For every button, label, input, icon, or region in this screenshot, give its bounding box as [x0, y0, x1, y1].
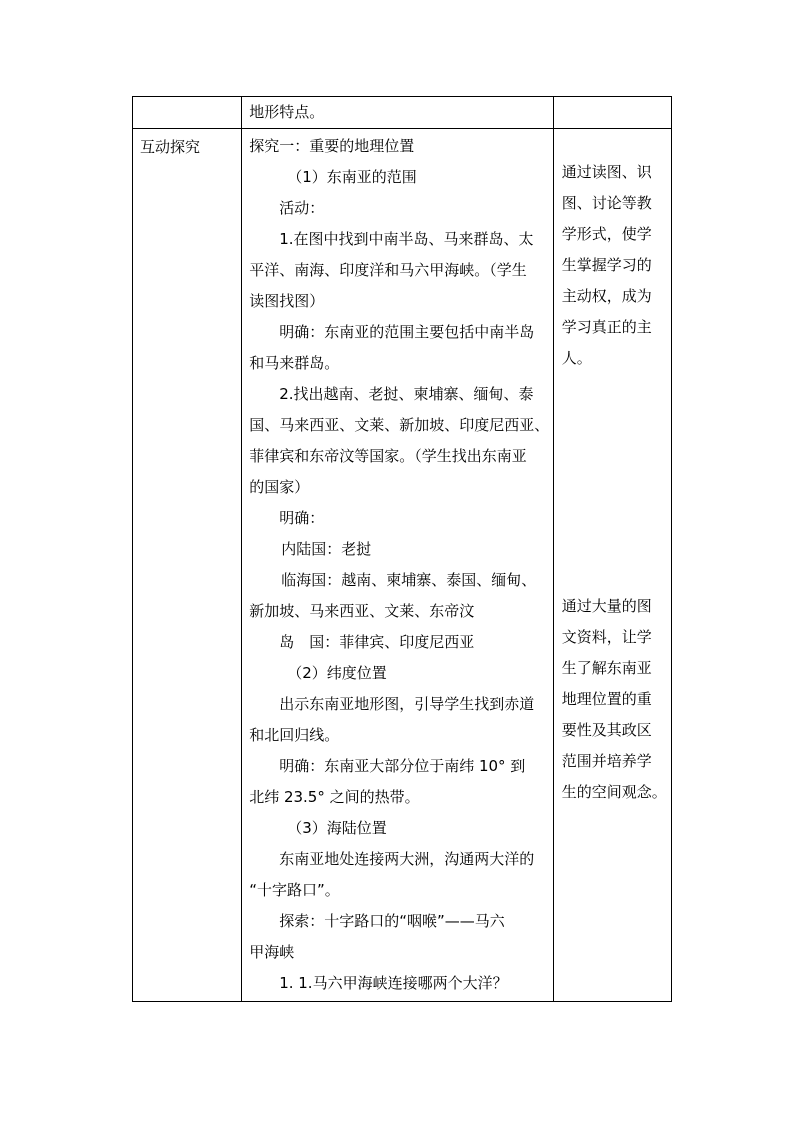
content-line: 和北回归线。 [249, 726, 340, 744]
stage-label-cell [133, 129, 242, 1002]
content-line: 明确： [279, 509, 325, 527]
content-line: 2.找出越南、老挝、柬埔寨、缅甸、泰 [279, 385, 534, 403]
content-line: 明确：东南亚大部分位于南纬 10° 到 [279, 757, 526, 775]
content-line: “十字路口”。 [249, 881, 340, 899]
content-line: 探究一：重要的地理位置 [249, 137, 415, 155]
table-row [133, 129, 672, 1002]
stage-label: 互动探究 [140, 138, 201, 156]
content-line: 东南亚地处连接两大洲，沟通两大洋的 [279, 850, 535, 868]
content-line: 国、马来西亚、文莱、新加坡、印度尼西亚、 [249, 416, 549, 434]
content-line: 内陆国：老挝 [281, 540, 372, 558]
content-cell [242, 129, 554, 1002]
content-line: 读图找图） [249, 292, 325, 310]
note-line: 学形式，使学 [561, 225, 652, 243]
stage-label-cell [133, 97, 242, 129]
design-note-cell [553, 129, 671, 1002]
content-line: （1）东南亚的范围 [287, 168, 417, 186]
note-line: 要性及其政区 [561, 721, 652, 739]
content-line: 明确：东南亚的范围主要包括中南半岛 [279, 323, 535, 341]
design-note-materials [554, 591, 671, 808]
note-line: 通过读图、识 [561, 163, 652, 181]
note-line: 生的空间观念。 [561, 783, 667, 801]
note-line: 人。 [561, 349, 592, 367]
note-line: 生了解东南亚 [561, 659, 652, 677]
lesson-plan-table [132, 96, 672, 1002]
content-text: 地形特点。 [249, 103, 325, 121]
design-note-reading [554, 157, 671, 374]
content-line: 岛 国：菲律宾、印度尼西亚 [279, 633, 475, 651]
content-line: 平洋、南海、印度洋和马六甲海峡。（学生 [249, 261, 527, 279]
content-line: 出示东南亚地形图，引导学生找到赤道 [279, 695, 535, 713]
content-line: 新加坡、马来西亚、文莱、东帝汶 [249, 602, 475, 620]
content-cell [242, 97, 554, 129]
note-line: 生掌握学习的 [561, 256, 652, 274]
content-line: 探索：十字路口的“咽喉”——马六 [279, 912, 505, 930]
note-line: 地理位置的重 [561, 690, 652, 708]
content-line: 甲海峡 [249, 943, 295, 961]
design-note-cell [553, 97, 671, 129]
content-line: 菲律宾和东帝汶等国家。（学生找出东南亚 [249, 447, 527, 465]
table-row [133, 97, 672, 129]
note-line: 图、讨论等教 [561, 194, 652, 212]
note-line: 通过大量的图 [561, 597, 652, 615]
content-line: 1. 1.马六甲海峡连接哪两个大洋？ [279, 974, 508, 992]
content-line: 活动： [279, 199, 325, 217]
activity-content [242, 129, 553, 1001]
content-line: （3）海陆位置 [287, 819, 387, 837]
note-line: 范围并培养学 [561, 752, 652, 770]
content-line: 临海国：越南、柬埔寨、泰国、缅甸、 [281, 571, 537, 589]
content-line: 北纬 23.5° 之间的热带。 [249, 788, 420, 806]
content-line: 的国家） [249, 478, 310, 496]
note-line: 文资料，让学 [561, 628, 652, 646]
note-line: 学习真正的主 [561, 318, 652, 336]
content-line: 和马来群岛。 [249, 354, 340, 372]
note-line: 主动权，成为 [561, 287, 652, 305]
content-line: （2）纬度位置 [287, 664, 387, 682]
content-line: 1.在图中找到中南半岛、马来群岛、太 [279, 230, 534, 248]
